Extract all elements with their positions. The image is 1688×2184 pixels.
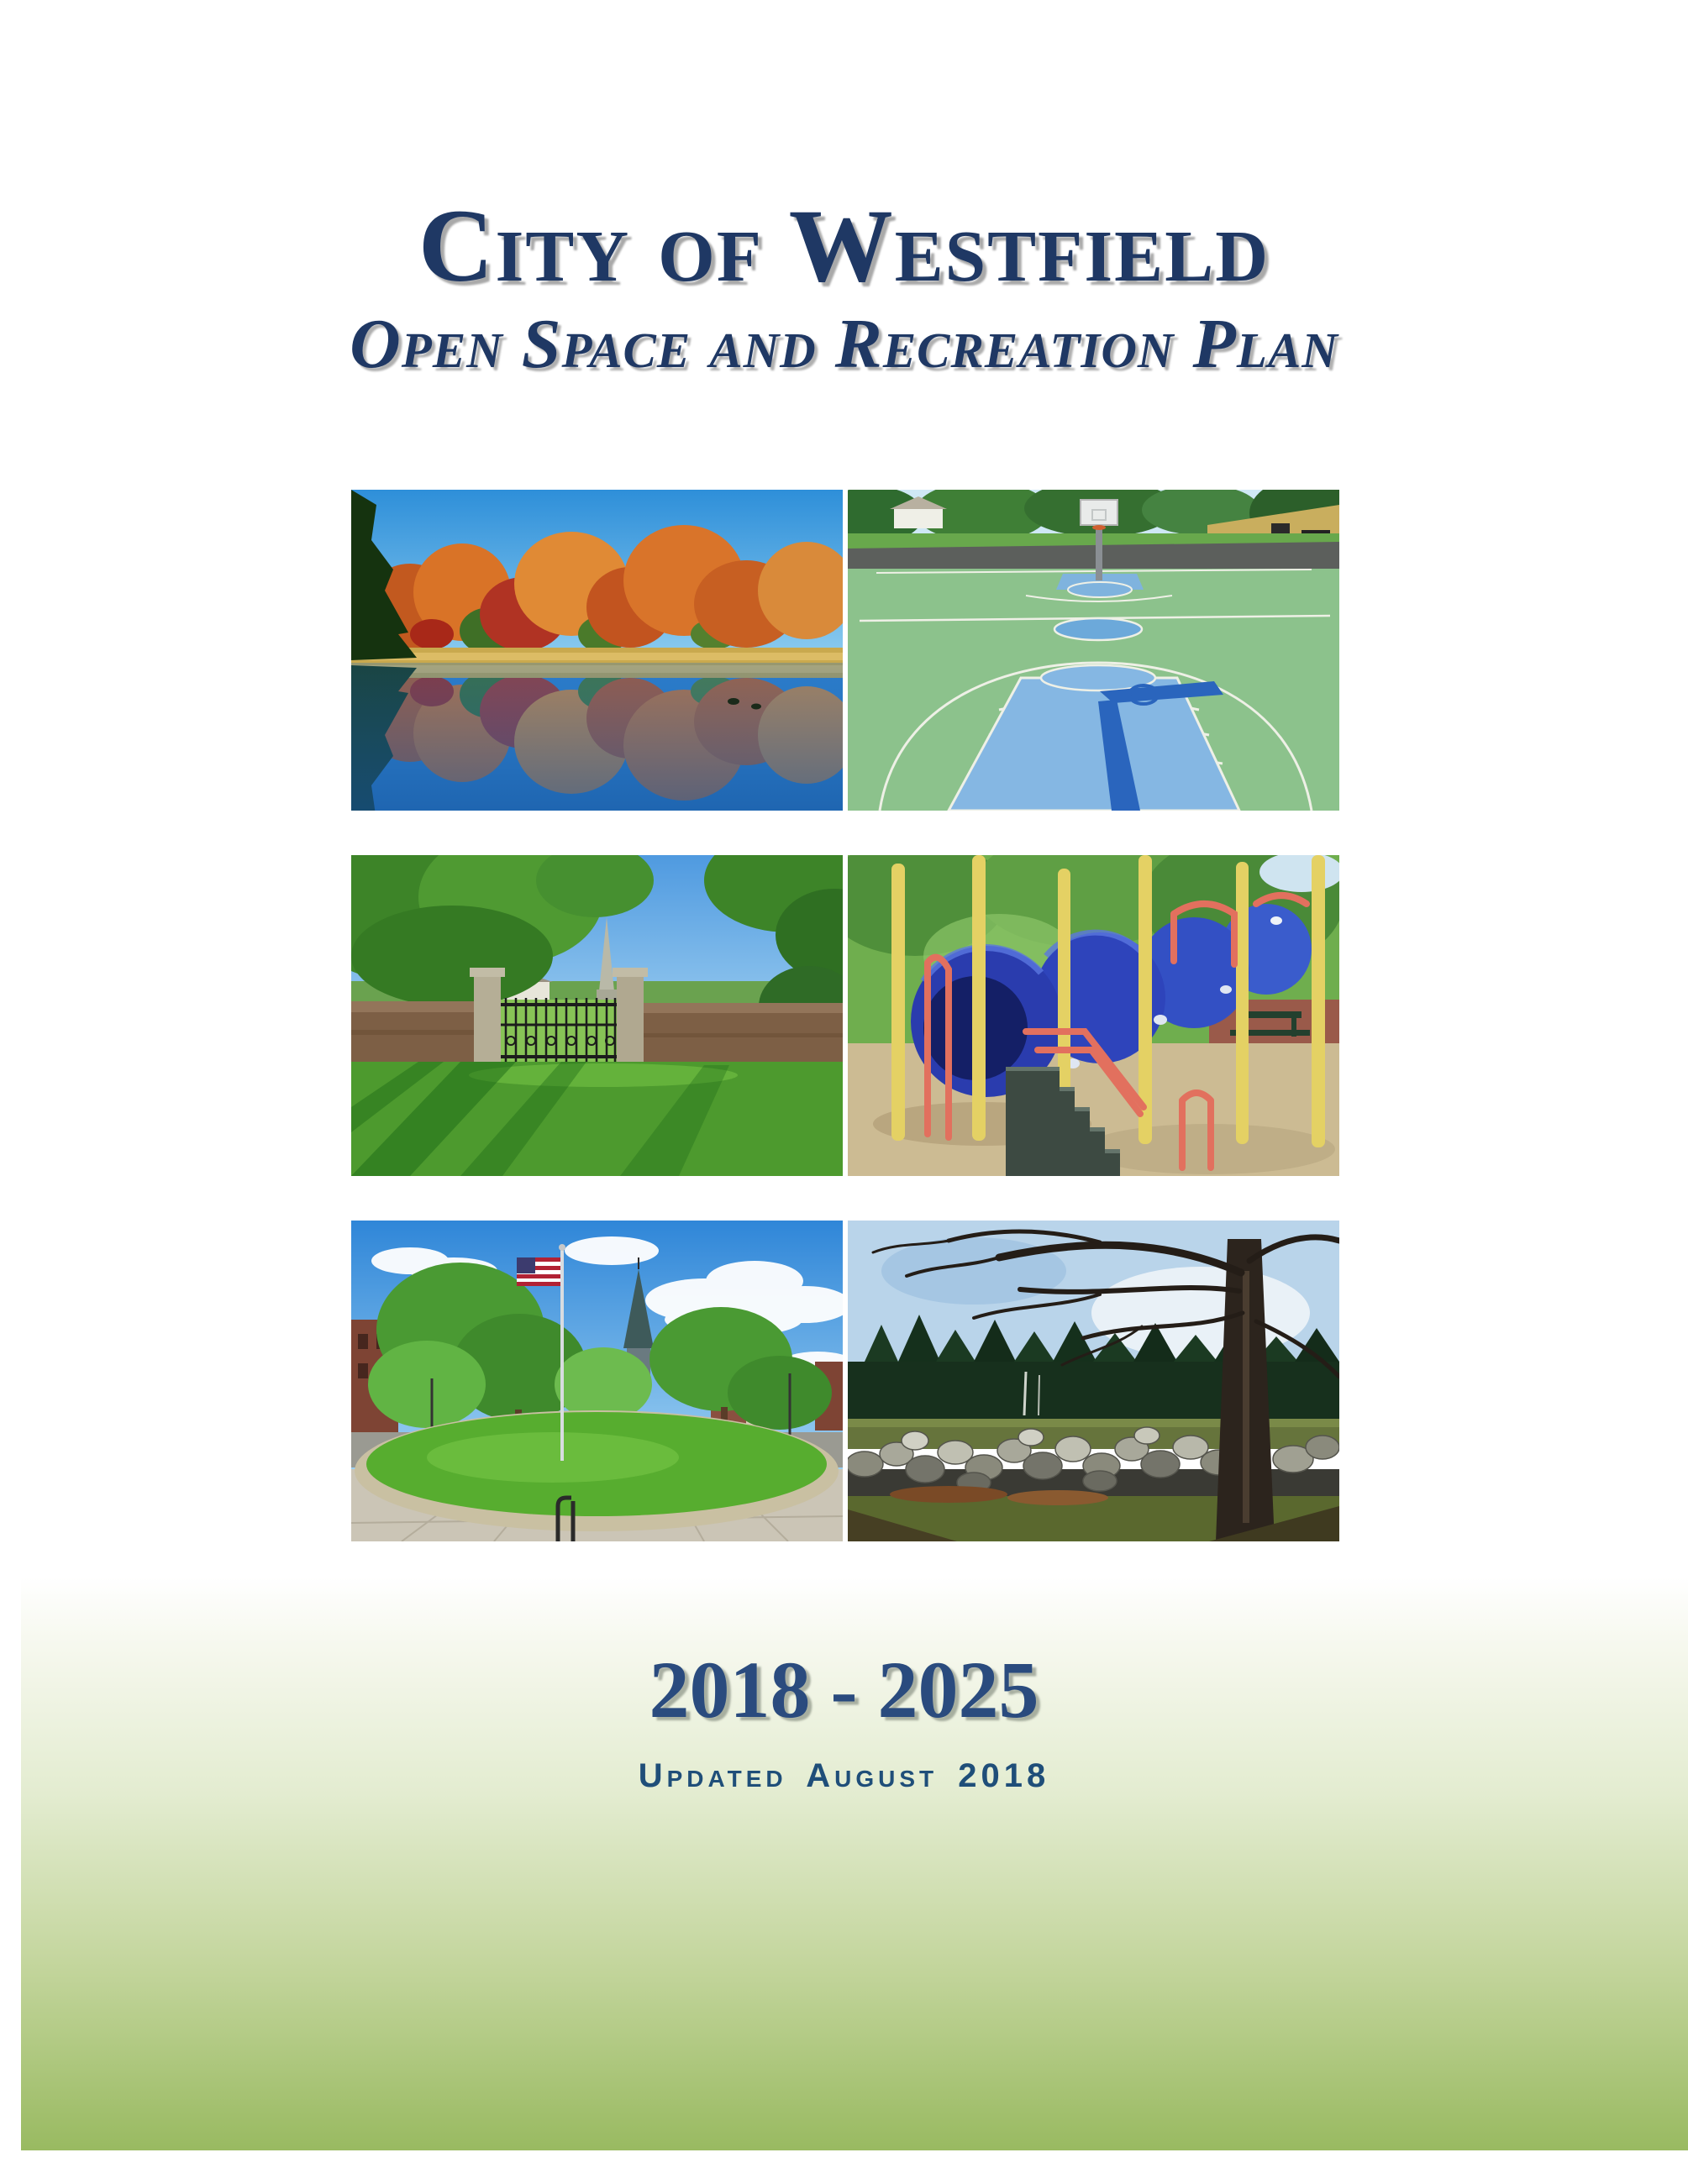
page-subtitle: Open Space and Recreation Plan <box>350 305 1338 383</box>
photo-autumn-lake <box>351 490 843 811</box>
playground-slide-image <box>848 855 1339 1176</box>
photo-town-common <box>351 1221 843 1541</box>
photo-stone-wall-field <box>848 1221 1339 1541</box>
town-common-image <box>351 1221 843 1541</box>
duck <box>728 698 739 705</box>
stone-wall-field-image <box>848 1221 1339 1541</box>
photo-grid <box>351 490 1339 1541</box>
page-title: City of Westfield <box>418 188 1270 303</box>
photo-basketball-court <box>848 490 1339 811</box>
updated-note: Updated August 2018 <box>638 1757 1050 1794</box>
photo-cemetery-gate <box>351 855 843 1176</box>
autumn-lake-image <box>351 490 843 811</box>
plan-years: 2018 - 2025 <box>649 1645 1039 1735</box>
duck <box>751 704 761 710</box>
cemetery-gate-image <box>351 855 843 1176</box>
photo-playground-slide <box>848 855 1339 1176</box>
basketball-court-image <box>848 490 1339 811</box>
